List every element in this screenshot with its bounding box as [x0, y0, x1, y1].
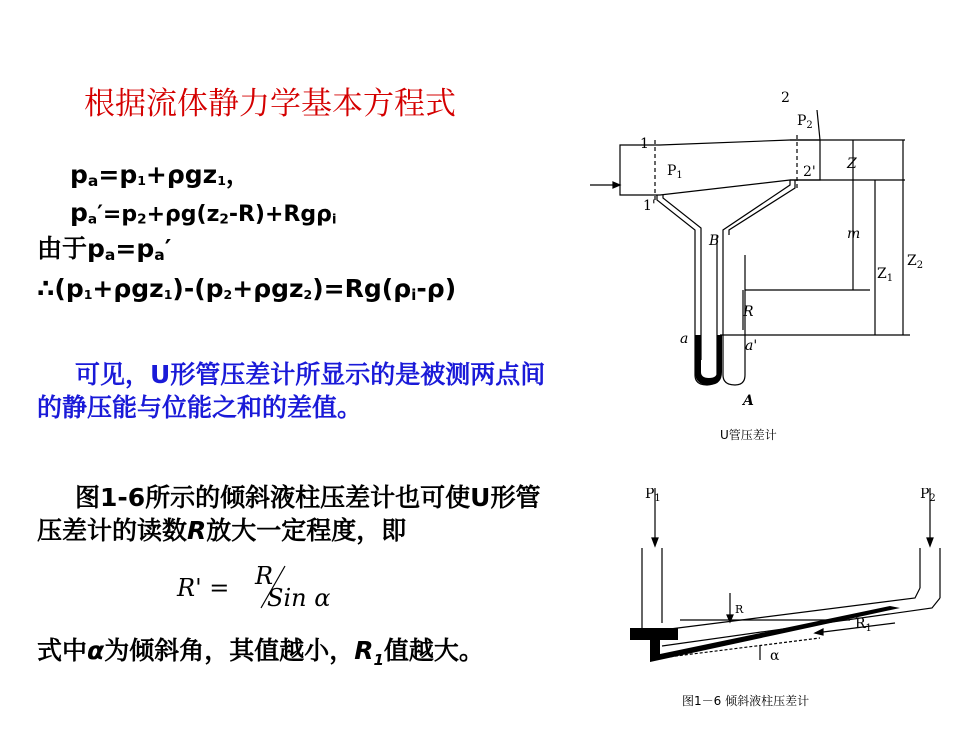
equation-4: $\therefore(p_1+\rho gz_1)-(p_2+\rho gz_2)=Rg(\rho_i-\rho)$ [37, 274, 457, 304]
equation-1: $p_a=p_1+\rho gz_1$， [70, 160, 251, 190]
svg-text:P2: $P_2$ [920, 488, 936, 504]
svg-text:α: α [770, 648, 780, 664]
svg-text:Z: Z [847, 156, 857, 172]
svg-text:2: 2 [781, 90, 790, 106]
formula-r-prime [175, 564, 375, 614]
inclined-manometer-figure [620, 488, 950, 688]
svg-text:a: a [680, 331, 689, 347]
svg-text:R: R [743, 304, 754, 320]
svg-text:P2: $P_2$ [797, 113, 813, 131]
equation-2: $p_a'=p_2+\rho g(z_2-R)+Rg\rho_i$ [70, 198, 337, 228]
page-title: 根据流体静力学基本方程式 [84, 86, 456, 122]
svg-text:P1: $P_1$ [645, 488, 661, 504]
figure-1-caption: U管压差计 [720, 428, 777, 442]
svg-text:P1: $P_1$ [667, 163, 683, 181]
conclusion-paragraph: 可见，U形管压差计所显示的是被测两点间的静压能与位能之和的差值。 [37, 360, 546, 422]
svg-text:R: R [255, 564, 274, 590]
svg-text:a': a' [745, 338, 758, 354]
u-tube-manometer-figure [585, 80, 955, 425]
svg-text:2': 2' [803, 164, 816, 180]
svg-text:R: R [735, 603, 744, 616]
inclined-manometer-paragraph: 图1-6所示的倾斜液柱压差计也可使U形管压差计的读数R放大一定程度，即 [37, 483, 541, 545]
angle-paragraph: 式中α为倾斜角，其值越小，$R_1$值越大。 [37, 636, 484, 669]
svg-text:m: m [847, 226, 861, 242]
svg-text:B: B [709, 233, 720, 249]
svg-text:1: 1 [640, 136, 649, 152]
svg-text:1': 1' [643, 198, 656, 214]
svg-text:R' =: R' = [177, 574, 230, 602]
equation-3: 由于$p_a=p_a'$ [37, 234, 172, 264]
figure-2-caption: 图1－6 倾斜液柱压差计 [682, 694, 810, 708]
svg-text:R1: $R_1$ [855, 616, 872, 634]
svg-text:Z2: $Z_2$ [907, 253, 924, 271]
svg-text:A: A [743, 393, 754, 409]
svg-text:Z1: $Z_1$ [877, 266, 894, 284]
svg-text:Sin α: Sin α [267, 584, 331, 612]
